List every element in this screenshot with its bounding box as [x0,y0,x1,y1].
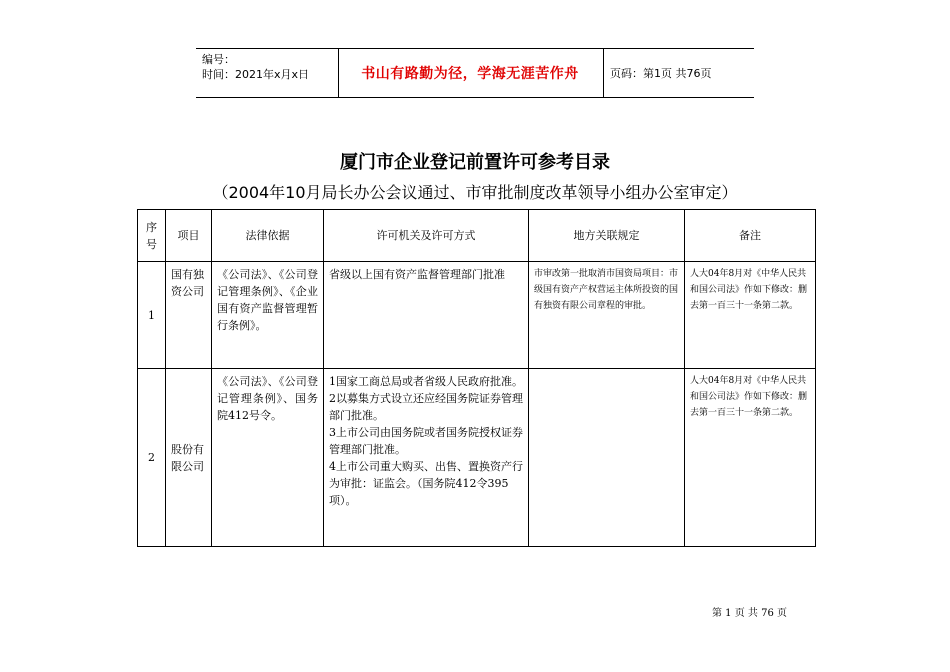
cell-local: 市审改第一批取消市国资局项目：市级国有资产产权营运主体所投资的国有独资有限公司章程的审批。 [529,262,685,369]
document-header [196,48,754,98]
authority-line: 1国家工商总局或者省级人民政府批准。 [329,375,523,388]
header-motto: 书山有路勤为径，学海无涯苦作舟 [361,66,579,82]
authority-line: 4上市公司重大购买、出售、置换资产行为审批：证监会。（国务院412令395项）。 [329,460,523,507]
cell-local [529,369,685,547]
col-header-seq: 序号 [138,210,166,262]
col-header-law: 法律依据 [212,210,324,262]
col-header-item: 项目 [166,210,212,262]
cell-authority [324,369,529,547]
table-row [138,369,816,547]
header-page-code: 页码：第1页 共76页 [610,67,712,80]
authority-line: 3上市公司由国务院或者国务院授权证券管理部门批准。 [329,426,523,456]
authority-line: 2以募集方式设立还应经国务院证券管理部门批准。 [329,392,523,422]
cell-law: 《公司法》、《公司登记管理条例》、国务院412号令。 [212,369,324,547]
table-row [138,262,816,369]
col-header-remark: 备注 [685,210,816,262]
page-subtitle: （2004年10月局长办公会议通过、市审批制度改革领导小组办公室审定） [212,183,738,202]
date-label: 时间：2021年x月x日 [202,68,310,81]
cell-seq: 1 [138,262,166,369]
cell-remark: 人大04年8月对《中华人民共和国公司法》作如下修改：删去第一百三十一条第二款。 [685,369,816,547]
cell-law: 《公司法》、《公司登记管理条例》、《企业国有资产监督管理暂行条例》。 [212,262,324,369]
col-header-authority: 许可机关及许可方式 [324,210,529,262]
permit-catalog-table [137,209,816,547]
header-meta [202,52,309,82]
authority-line: 省级以上国有资产监督管理部门批准 [329,268,505,281]
header-divider [603,49,604,97]
table-header-row [138,210,816,262]
cell-item: 国有独资公司 [166,262,212,369]
header-divider [338,49,339,97]
cell-item: 股份有限公司 [166,369,212,547]
cell-authority [324,262,529,369]
number-label: 编号： [202,53,235,66]
col-header-local: 地方关联规定 [529,210,685,262]
page-title: 厦门市企业登记前置许可参考目录 [340,152,610,173]
page-footer: 第 1 页 共 76 页 [712,608,787,619]
cell-remark: 人大04年8月对《中华人民共和国公司法》作如下修改：删去第一百三十一条第二款。 [685,262,816,369]
cell-seq: 2 [138,369,166,547]
